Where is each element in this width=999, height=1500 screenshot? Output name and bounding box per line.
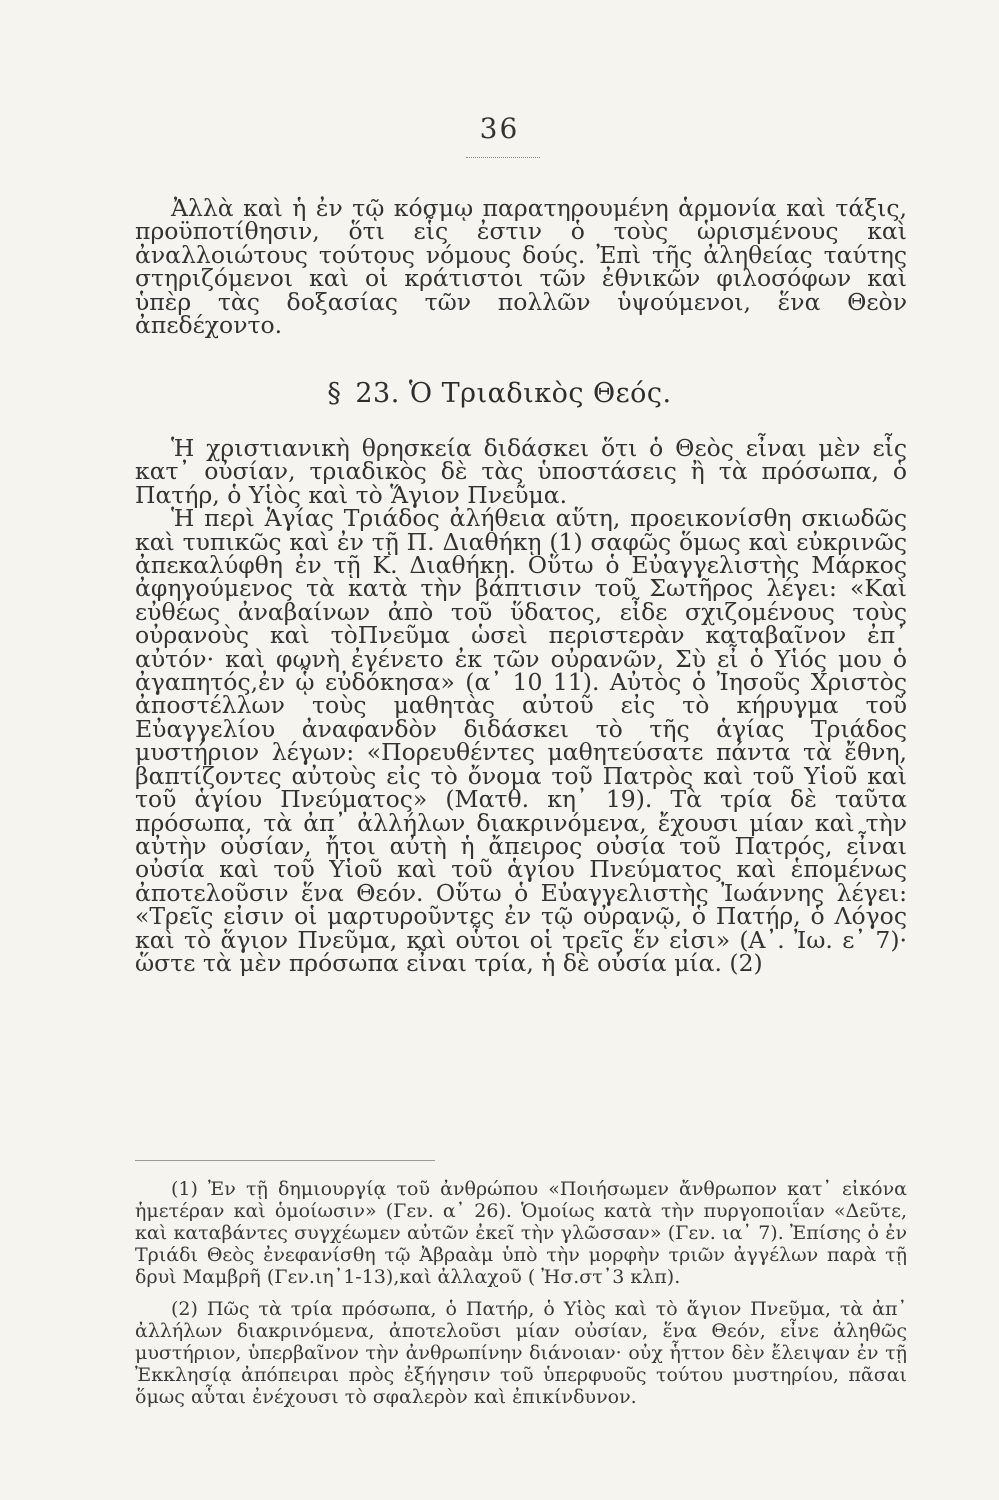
main-text	[135, 434, 907, 977]
page-number-rule	[466, 157, 540, 158]
page-number: 36	[479, 112, 520, 145]
footnote-2: (2) Πῶς τὰ τρία πρόσωπα, ὁ Πατήρ, ὁ Υἱὸς καὶ τὸ ἅγιον Πνεῦμα, τὰ ἀπ᾽ ἀλλήλων διακρινόμενα, ἀποτελοῦσι μίαν οὐσίαν, ἕνα Θεόν, εἶνε ἀληθῶς μυστήριον, ὑπερβαῖνον τὴν ἀνθρωπίνην διάνοιαν· οὐχ ἧττον δὲν ἔλειψαν ἐν τῇ Ἐκκλησίᾳ ἀπόπειραι πρὸς ἐξήγησιν τοῦ ὑπερφυοῦς τούτου μυστηρίου, πᾶσαι ὅμως αὗται ἐνέχουσι τὸ σφαλερὸν καὶ ἐπικίνδυνον.	[135, 1298, 907, 1408]
section-heading	[0, 378, 999, 409]
footnote-1: (1) Ἐν τῇ δημιουργίᾳ τοῦ ἀνθρώπου «Ποιήσωμεν ἄνθρωπον κατ᾽ εἰκόνα ἡμετέραν καὶ ὁμοίωσιν» (Γεν. α᾽ 26). Ὁμοίως κατὰ τὴν πυργοποιΐαν «Δεῦτε, καὶ καταβάντες συγχέωμεν αὐτῶν ἐκεῖ τὴν γλῶσσαν» (Γεν. ια᾽ 7). Ἐπίσης ὁ ἐν Τριάδι Θεὸς ἐνεφανίσθη τῷ Ἀβραὰμ ὑπὸ τὴν μορφὴν τριῶν ἀγγέλων παρὰ τῇ δρυὶ Μαμβρῆ (Γεν.ιη᾽1-13),καὶ ἀλλαχοῦ ( Ἠσ.στ᾽3 κλπ).	[135, 1178, 907, 1288]
intro-paragraph: Ἀλλὰ καὶ ἡ ἐν τῷ κόσμῳ παρατηρουμένη ἁρμονία καὶ τάξις, προϋποτίθησιν, ὅτι εἷς ἐστιν ὁ τοὺς ὡρισμένους καὶ ἀναλλοιώτους τούτους νόμους δούς. Ἐπὶ τῆς ἀληθείας ταύτης στηριζόμενοι καὶ οἱ κράτιστοι τῶν ἐθνικῶν φιλοσόφων καὶ ὑπὲρ τὰς δοξασίας τῶν πολλῶν ὑψούμενοι, ἕνα Θεὸν ἀπεδέχοντο.	[135, 194, 907, 340]
footnotes	[135, 1178, 907, 1418]
section-title: 23. Ὁ Τριαδικὸς Θεός.	[355, 378, 672, 409]
paragraph-scripture: Ἡ περὶ Ἁγίας Τριάδος ἀλήθεια αὕτη, προεικονίσθη σκιωδῶς καὶ τυπικῶς καὶ ἐν τῇ Π. Διαθήκῃ (1) σαφῶς ὅμως καὶ εὐκρινῶς ἀπεκαλύφθη ἐν τῇ Κ. Διαθήκῃ. Οὕτω ὁ Εὐαγγελιστὴς Μάρκος ἀφηγούμενος τὰ κατὰ τὴν βάπτισιν τοῦ Σωτῆρος λέγει: «Καὶ εὐθέως ἀναβαίνων ἀπὸ τοῦ ὕδατος, εἶδε σχιζομένους τοὺς οὐρανοὺς καὶ τὸΠνεῦμα ὡσεὶ περιστερὰν καταβαῖνον ἐπ᾽ αὐτόν· καὶ φωνὴ ἐγένετο ἐκ τῶν οὐρανῶν, Σὺ εἶ ὁ Υἱός μου ὁ ἀγαπητός,ἐν ᾧ εὐδόκησα» (α᾽ 10 11). Αὐτὸς ὁ Ἰησοῦς Χριστὸς ἀποστέλλων τοὺς μαθητὰς αὐτοῦ εἰς τὸ κήρυγμα τοῦ Εὐαγγελίου ἀναφανδὸν διδάσκει τὸ τῆς ἁγίας Τριάδος μυστήριον λέγων: «Πορευθέντες μαθητεύσατε πάντα τὰ ἔθνη, βαπτίζοντες αὐτοὺς εἰς τὸ ὄνομα τοῦ Πατρὸς καὶ τοῦ Υἱοῦ καὶ τοῦ ἁγίου Πνεύματος» (Ματθ. κη᾽ 19). Τὰ τρία δὲ ταῦτα πρόσωπα, τὰ ἀπ᾽ ἀλλήλων διακρινόμενα, ἔχουσι μίαν καὶ τὴν αὐτὴν οὐσίαν, ἤτοι αὐτὴ ἡ ἄπειρος οὐσία τοῦ Πατρός, εἶναι οὐσία καὶ τοῦ Υἱοῦ καὶ τοῦ ἁγίου Πνεύματος καὶ ἑπομένως ἀποτελοῦσιν ἕνα Θεόν. Οὕτω ὁ Εὐαγγελιστὴς Ἰωάννης λέγει: «Τρεῖς εἰσιν οἱ μαρτυροῦντες ἐν τῷ οὐρανῷ, ὁ Πατήρ, ὁ Λόγος καὶ τὸ ἅγιον Πνεῦμα, καὶ οὗτοι οἱ τρεῖς ἕν εἰσι» (Α᾽. Ἰω. ε᾽ 7)· ὥστε τὰ μὲν πρόσωπα εἶναι τρία, ἡ δὲ οὐσία μία. (2)	[135, 504, 907, 977]
section-sign: §	[327, 378, 342, 409]
footnote-divider	[135, 1160, 435, 1161]
intro-text	[135, 194, 907, 340]
paragraph-doctrine: Ἡ χριστιανικὴ θρησκεία διδάσκει ὅτι ὁ Θεὸς εἶναι μὲν εἷς κατ᾽ οὐσίαν, τριαδικὸς δὲ τὰς ὑποστάσεις ἢ τὰ πρόσωπα, ὁ Πατήρ, ὁ Υἱὸς καὶ τὸ Ἅγιον Πνεῦμα.	[135, 434, 907, 509]
